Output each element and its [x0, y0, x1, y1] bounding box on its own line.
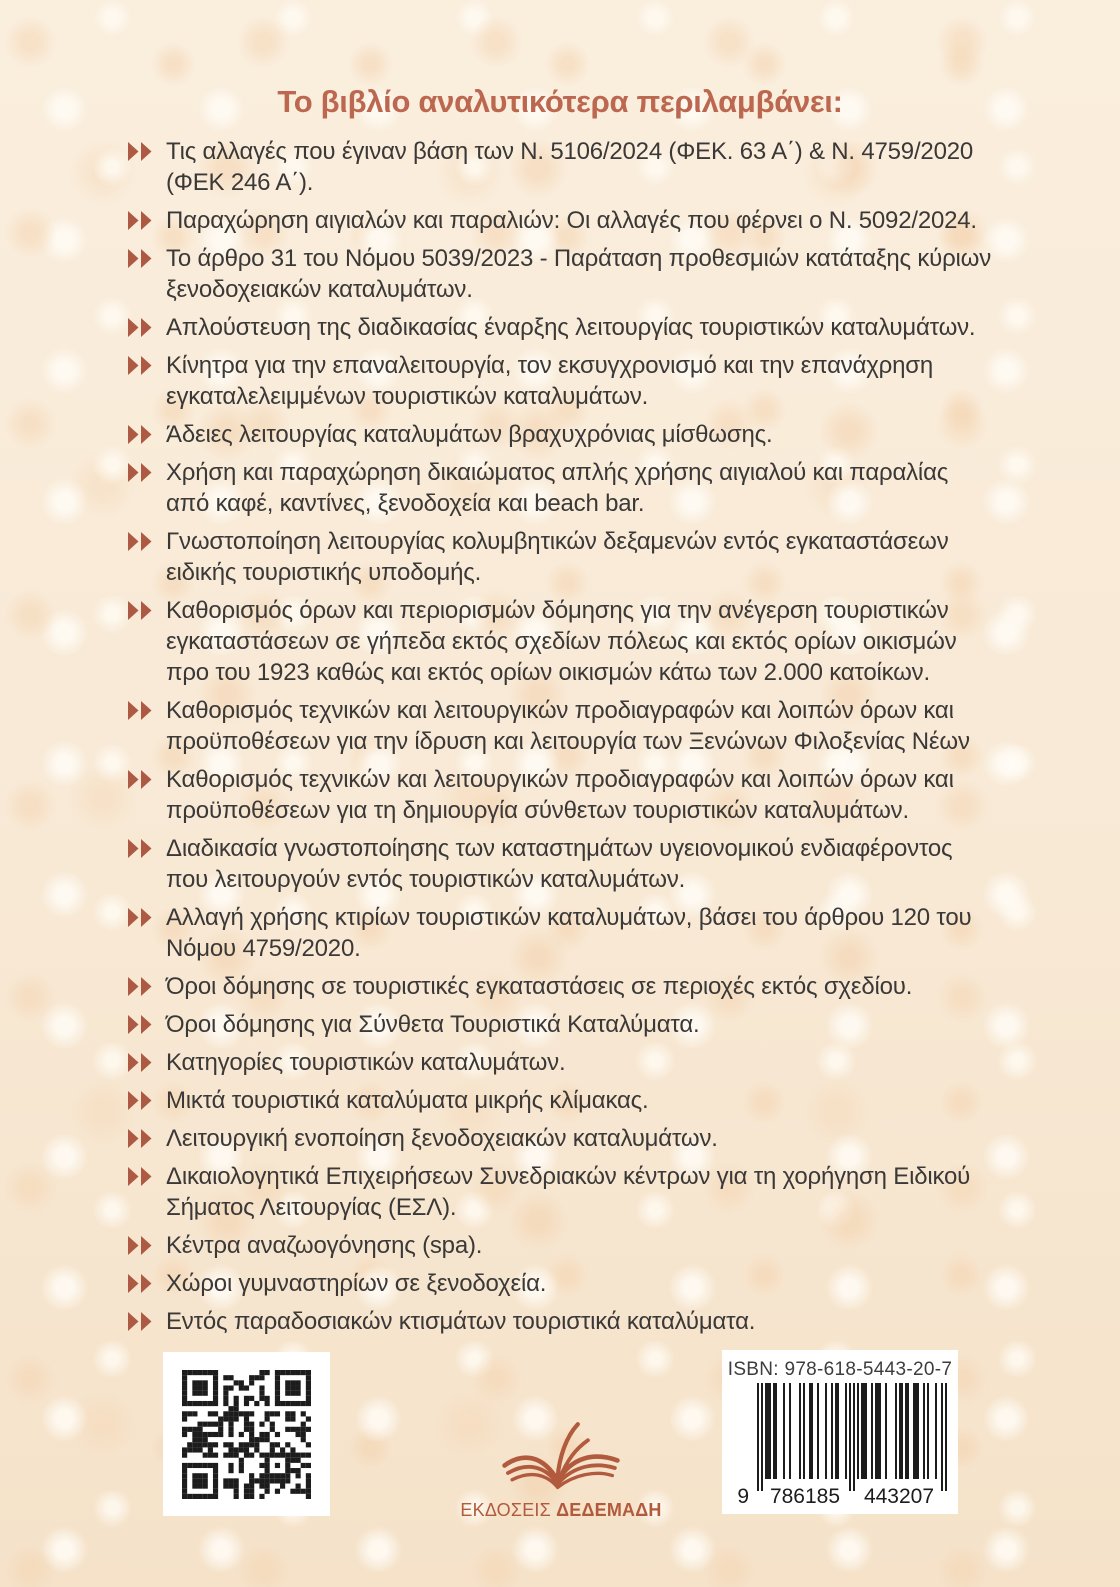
ean13-barcode — [729, 1383, 951, 1511]
isbn-label: ISBN: 978-618-5443-20-7 — [727, 1359, 953, 1380]
svg-text:443207: 443207 — [863, 1485, 935, 1508]
double-chevron-bullet-icon — [128, 205, 153, 230]
list-item — [128, 350, 994, 412]
double-chevron-bullet-icon — [128, 595, 153, 620]
double-chevron-bullet-icon — [128, 1009, 153, 1034]
list-item-text: Καθορισμός όρων και περιορισμών δόμησης για την ανέγερση τουριστικών εγκαταστάσεων σε γήπεδα εκτός σχεδίων πόλεως και εκτός ορίων οικισμών προ του 1923 καθώς και εκτός ορίων οικισμών κάτω των 2.000 κατοίκων. — [166, 597, 957, 686]
double-chevron-bullet-icon — [128, 312, 153, 337]
list-item-text: Καθορισμός τεχνικών και λειτουργικών προδιαγραφών και λοιπών όρων και προϋποθέσεων για τη δημιουργία σύνθετων τουριστικών καταλυμάτων. — [166, 766, 954, 824]
list-item-text: Μικτά τουριστικά καταλύματα μικρής κλίμακας. — [166, 1087, 649, 1114]
list-item — [128, 1085, 994, 1116]
list-item — [128, 419, 994, 450]
double-chevron-bullet-icon — [128, 1047, 153, 1072]
list-item-text: Απλούστευση της διαδικασίας έναρξης λειτουργίας τουριστικών καταλυμάτων. — [166, 314, 976, 341]
list-item — [128, 833, 994, 895]
double-chevron-bullet-icon — [128, 1085, 153, 1110]
list-item-text: Χώροι γυμναστηρίων σε ξενοδοχεία. — [166, 1270, 547, 1297]
list-item — [128, 457, 994, 519]
double-chevron-bullet-icon — [128, 243, 153, 268]
double-chevron-bullet-icon — [128, 833, 153, 858]
list-item — [128, 1230, 994, 1261]
list-item — [128, 764, 994, 826]
double-chevron-bullet-icon — [128, 350, 153, 375]
double-chevron-bullet-icon — [128, 1230, 153, 1255]
qr-code — [163, 1352, 330, 1516]
list-item-text: Τις αλλαγές που έγιναν βάση των Ν. 5106/2024 (ΦΕΚ. 63 Α΄) & Ν. 4759/2020 (ΦΕΚ 246 Α΄). — [166, 138, 974, 196]
list-item-text: Αλλαγή χρήσης κτιρίων τουριστικών καταλυμάτων, βάσει του άρθρου 120 του Νόμου 4759/2020. — [166, 904, 972, 962]
double-chevron-bullet-icon — [128, 1161, 153, 1186]
page-title: Το βιβλίο αναλυτικότερα περιλαμβάνει: — [277, 84, 843, 119]
list-item — [128, 526, 994, 588]
list-item — [128, 243, 994, 305]
publisher-name — [455, 1500, 667, 1521]
list-item — [128, 1123, 994, 1154]
double-chevron-bullet-icon — [128, 971, 153, 996]
isbn-block — [722, 1350, 958, 1514]
list-item-text: Όροι δόμησης για Σύνθετα Τουριστικά Καταλύματα. — [166, 1011, 700, 1038]
qr-code-image — [182, 1370, 311, 1499]
list-item-text: Άδειες λειτουργίας καταλυμάτων βραχυχρόνιας μίσθωσης. — [166, 421, 773, 448]
publisher-prefix: ΕΚΔΟΣΕΙΣ — [460, 1500, 551, 1520]
list-item — [128, 1268, 994, 1299]
list-item-text: Κατηγορίες τουριστικών καταλυμάτων. — [166, 1049, 566, 1076]
double-chevron-bullet-icon — [128, 1268, 153, 1293]
list-item — [128, 971, 994, 1002]
list-item — [128, 695, 994, 757]
list-item — [128, 595, 994, 688]
svg-text:9: 9 — [737, 1485, 749, 1508]
list-item — [128, 1009, 994, 1040]
publisher-logo — [455, 1420, 667, 1521]
list-item-text: Καθορισμός τεχνικών και λειτουργικών προδιαγραφών και λοιπών όρων και προϋποθέσεων για την ίδρυση και λειτουργία των Ξενώνων Φιλοξενίας Νέων — [166, 697, 970, 755]
list-item-text: Λειτουργική ενοποίηση ξενοδοχειακών καταλυμάτων. — [166, 1125, 718, 1152]
list-item — [128, 312, 994, 343]
double-chevron-bullet-icon — [128, 764, 153, 789]
list-item-text: Εντός παραδοσιακών κτισμάτων τουριστικά καταλύματα. — [166, 1308, 756, 1335]
double-chevron-bullet-icon — [128, 1306, 153, 1331]
svg-text:786185: 786185 — [769, 1485, 841, 1508]
list-item — [128, 136, 994, 198]
list-item-text: Γνωστοποίηση λειτουργίας κολυμβητικών δεξαμενών εντός εγκαταστάσεων ειδικής τουριστικής υποδομής. — [166, 528, 949, 586]
double-chevron-bullet-icon — [128, 1123, 153, 1148]
list-item-text: Χρήση και παραχώρηση δικαιώματος απλής χρήσης αιγιαλού και παραλίας από καφέ, καντίνες, ξενοδοχεία και beach bar. — [166, 459, 949, 517]
double-chevron-bullet-icon — [128, 457, 153, 482]
list-item-text: Το άρθρο 31 του Νόμου 5039/2023 - Παράταση προθεσμιών κατάταξης κύριων ξενοδοχειακών καταλυμάτων. — [166, 245, 992, 303]
contents-list — [128, 136, 994, 1344]
list-item-text: Κέντρα αναζωογόνησης (spa). — [166, 1232, 483, 1259]
list-item-text: Δικαιολογητικά Επιχειρήσεων Συνεδριακών κέντρων για τη χορήγηση Ειδικού Σήματος Λειτουργίας (ΕΣΛ). — [166, 1163, 971, 1221]
double-chevron-bullet-icon — [128, 902, 153, 927]
list-item — [128, 1047, 994, 1078]
double-chevron-bullet-icon — [128, 419, 153, 444]
list-item-text: Κίνητρα για την επαναλειτουργία, τον εκσυγχρονισμό και την επανάχρηση εγκαταλελειμμένων τουριστικών καταλυμάτων. — [166, 352, 934, 410]
double-chevron-bullet-icon — [128, 695, 153, 720]
list-item — [128, 1306, 994, 1337]
list-item-text: Διαδικασία γνωστοποίησης των καταστημάτων υγειονομικού ενδιαφέροντος που λειτουργούν εντός τουριστικών καταλυμάτων. — [166, 835, 953, 893]
list-item — [128, 902, 994, 964]
open-book-icon — [486, 1420, 636, 1500]
list-item — [128, 205, 994, 236]
list-item-text: Όροι δόμησης σε τουριστικές εγκαταστάσεις σε περιοχές εκτός σχεδίου. — [166, 973, 913, 1000]
double-chevron-bullet-icon — [128, 136, 153, 161]
publisher-title: ΔΕΔΕΜΑΔΗ — [556, 1500, 662, 1520]
list-item-text: Παραχώρηση αιγιαλών και παραλιών: Οι αλλαγές που φέρνει ο Ν. 5092/2024. — [166, 207, 977, 234]
list-item — [128, 1161, 994, 1223]
double-chevron-bullet-icon — [128, 526, 153, 551]
